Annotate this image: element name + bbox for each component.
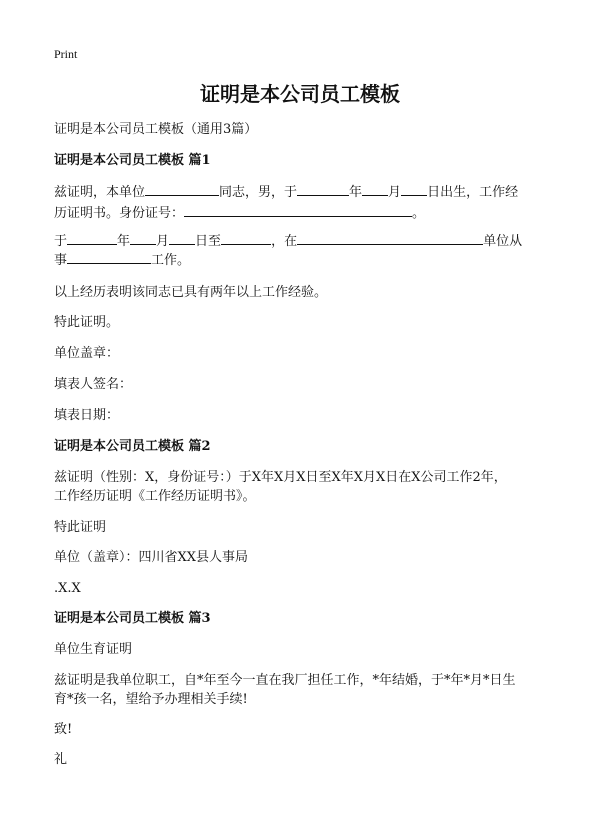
section3-paragraph1: 单位生育证明 [54,642,133,657]
text-span: 月 [156,234,170,249]
text-span: 年 [117,234,131,249]
section2-paragraph4: .X.X [54,581,81,596]
section2-paragraph1-line2: 工作经历证明《工作经历证明书》。 [54,489,256,504]
blank-line [145,181,219,196]
section1-unit-seal: 单位盖章： [54,346,120,361]
section1-paragraph2-line2 [54,249,554,271]
section1-date: 填表日期： [54,408,120,423]
text-span: 月 [388,185,402,200]
section1-paragraph4: 特此证明。 [54,315,120,330]
text-span: 于 [54,234,68,249]
text-span: 日至 [195,234,222,249]
blank-line [297,230,483,245]
blank-line [362,181,388,196]
intro-line: 证明是本公司员工模板（通用3篇） [54,122,258,137]
text-span: 。 [412,206,426,221]
text-span: 年 [349,185,363,200]
text-span: 兹证明，本单位 [54,185,146,200]
section1-paragraph3: 以上经历表明该同志已具有两年以上工作经验。 [54,285,328,300]
blank-line [401,181,427,196]
section1-paragraph1-line2 [54,202,554,224]
section1-heading: 证明是本公司员工模板 篇1 [54,153,211,168]
text-span: 工作。 [151,253,191,268]
blank-line [67,249,151,264]
blank-line [130,230,156,245]
text-span: 同志，男，于 [219,185,298,200]
section1-paragraph1-line1 [54,181,554,203]
section2-paragraph2: 特此证明 [54,520,107,535]
print-label: Print [54,47,78,61]
text-span: 单位从 [483,234,523,249]
section3-heading: 证明是本公司员工模板 篇3 [54,611,211,626]
page-title: 证明是本公司员工模板 [200,82,400,106]
section2-paragraph1-line1: 兹证明（性别：X，身份证号：）于X年X月X日至X年X月X日在X公司工作2年， [54,470,507,485]
section3-paragraph2-line2: 育*孩一名，望给予办理相关手续! [54,692,248,707]
blank-line [169,230,195,245]
blank-line [221,230,271,245]
text-span: 日出生，工作经 [427,185,519,200]
blank-line [67,230,117,245]
text-span: 历证明书。身份证号： [54,206,185,221]
blank-line [184,202,412,217]
section2-heading: 证明是本公司员工模板 篇2 [54,439,211,454]
text-span: ，在 [271,234,298,249]
section3-paragraph2-line1: 兹证明是我单位职工，自*年至今一直在我厂担任工作，*年结婚，于*年*月*日生 [54,673,516,688]
section2-paragraph3: 单位（盖章）：四川省XX县人事局 [54,550,249,565]
section3-paragraph3: 致! [54,722,73,737]
section3-paragraph4: 礼 [54,752,68,767]
section1-signer: 填表人签名： [54,377,133,392]
text-span: 事 [54,253,68,268]
blank-line [297,181,349,196]
